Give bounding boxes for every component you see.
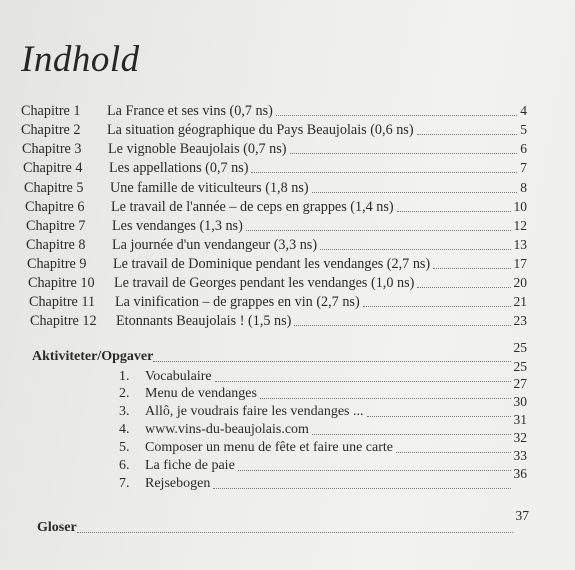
chapter-number: Chapitre 5 [24, 180, 84, 196]
dot-leader [417, 286, 510, 288]
toc-chapter-7 [26, 216, 527, 235]
page-number: 6 [520, 141, 527, 156]
chapter-title: La journée d'un vendangeur (3,3 ns) [112, 237, 318, 253]
dot-leader [77, 531, 513, 533]
toc-chapter-11 [29, 292, 527, 311]
dot-leader [312, 433, 511, 435]
dot-leader [363, 305, 511, 307]
dot-leader [417, 133, 518, 135]
page-number: 20 [513, 275, 527, 290]
chapter-title: Le vignoble Beaujolais (0,7 ns) [108, 141, 287, 157]
chapter-number: Chapitre 11 [29, 294, 96, 310]
page-number: 36 [513, 466, 527, 481]
page-number: 5 [520, 122, 527, 137]
section-heading: Gloser [37, 520, 77, 535]
chapter-number: Chapitre 4 [23, 160, 83, 176]
page-number: 37 [515, 508, 529, 523]
dot-leader [238, 469, 511, 471]
chapter-title: Etonnants Beaujolais ! (1,5 ns) [116, 313, 292, 329]
page-number: 21 [513, 294, 527, 309]
page-number: 10 [513, 199, 527, 214]
dot-leader [153, 360, 510, 362]
page-number: 12 [513, 218, 527, 233]
chapter-title: La France et ses vins (0,7 ns) [107, 103, 273, 119]
toc-activity-6 [119, 448, 527, 475]
chapter-title: Les appellations (0,7 ns) [109, 160, 249, 176]
page-number: 8 [520, 180, 527, 195]
toc-activity-4 [119, 412, 527, 439]
page-number: 13 [513, 237, 527, 252]
activity-title: Vocabulaire [145, 369, 212, 384]
section-heading: Aktiviteter/Opgaver [32, 349, 154, 364]
toc-chapter-9 [27, 254, 527, 273]
activity-title: Menu de vendanges [145, 386, 257, 401]
page-number: 30 [513, 394, 527, 409]
dot-leader [397, 210, 511, 212]
toc-chapter-10 [28, 273, 527, 292]
chapter-title: Une famille de viticulteurs (1,8 ns) [110, 180, 309, 196]
page-number: 17 [513, 256, 527, 271]
chapter-number: Chapitre 9 [27, 256, 87, 272]
chapter-title: Les vendanges (1,3 ns) [112, 218, 243, 234]
toc-chapter-6 [25, 197, 527, 216]
dot-leader [246, 229, 511, 231]
toc-chapter-8 [26, 235, 527, 254]
page-number: 4 [520, 103, 527, 118]
dot-leader [312, 191, 518, 193]
toc-activity-5 [119, 430, 527, 457]
chapter-number: Chapitre 2 [21, 122, 81, 138]
page-number: 23 [513, 313, 527, 328]
dot-leader [320, 248, 510, 250]
chapter-title: La vinification – de grappes en vin (2,7 ns) [115, 294, 360, 310]
toc-activity-3 [119, 394, 527, 421]
dot-leader [396, 451, 510, 453]
dot-leader [215, 380, 511, 382]
activity-title: Composer un menu de fête et faire une carte [145, 440, 394, 455]
dot-leader [433, 267, 510, 269]
activity-number: 7. [119, 476, 130, 491]
chapter-title: La situation géographique du Pays Beaujolais (0,6 ns) [107, 122, 414, 138]
chapter-title: Le travail de l'année – de ceps en grappes (1,4 ns) [111, 199, 394, 215]
chapter-number: Chapitre 7 [26, 218, 86, 234]
toc-chapter-12 [30, 311, 527, 330]
dot-leader [276, 114, 517, 116]
toc-chapter-3 [22, 139, 527, 158]
activity-title: Allô, je voudrais faire les vendanges ... [145, 404, 364, 419]
dot-leader [367, 415, 511, 417]
dot-leader [213, 487, 510, 489]
dot-leader [251, 171, 517, 173]
page-number: 7 [520, 160, 527, 175]
toc-activities-heading [32, 340, 527, 366]
activity-number: 3. [119, 404, 130, 419]
dot-leader [260, 397, 511, 399]
page-number: 31 [513, 412, 527, 427]
dot-leader [290, 152, 518, 154]
dot-leader [294, 324, 510, 326]
toc-chapter-1 [21, 101, 527, 120]
activity-title: Rejsebogen [145, 476, 211, 491]
toc-chapter-5 [24, 178, 527, 197]
toc-chapter-4 [23, 158, 527, 177]
chapter-number: Chapitre 6 [25, 199, 85, 215]
page-title: Indhold [21, 39, 140, 80]
toc-activity-7 [119, 466, 527, 493]
activity-number: 6. [119, 458, 130, 473]
page-number: 32 [513, 430, 527, 445]
page-number: 27 [513, 376, 527, 391]
chapter-number: Chapitre 1 [21, 103, 81, 119]
activity-title: La fiche de paie [145, 458, 235, 473]
activity-number: 1. [119, 369, 130, 384]
activity-title: www.vins-du-beaujolais.com [145, 422, 309, 437]
page-number: 33 [513, 448, 527, 463]
chapter-title: Le travail de Georges pendant les vendanges (1,0 ns) [114, 275, 415, 291]
page-number: 25 [513, 359, 527, 374]
activity-number: 2. [119, 386, 130, 401]
page-number: 25 [513, 340, 527, 355]
activity-number: 4. [119, 422, 130, 437]
toc-chapter-2 [21, 120, 527, 139]
chapter-number: Chapitre 8 [26, 237, 86, 253]
chapter-title: Le travail de Dominique pendant les vendanges (2,7 ns) [113, 256, 431, 272]
chapter-number: Chapitre 3 [22, 141, 82, 157]
chapter-number: Chapitre 10 [28, 275, 95, 291]
toc-glossary-heading [37, 508, 529, 537]
activity-number: 5. [119, 440, 130, 455]
chapter-number: Chapitre 12 [30, 313, 97, 329]
